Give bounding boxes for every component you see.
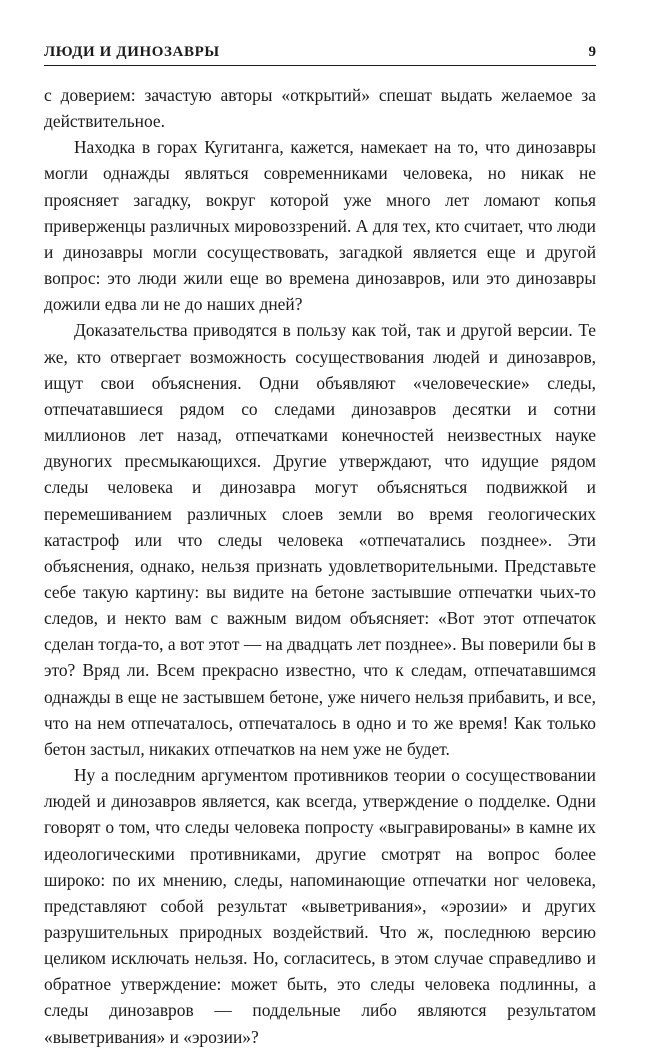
body-text (44, 82, 596, 1050)
paragraph: Доказательства приводятся в пользу как той, так и другой версии. Те же, кто отвергает возможность сосуществования людей и динозавров, ищут свои объяснения. Одни объявляют «человеческие» следы, отпечатавшиеся рядом со следами динозавров десятки и сотни миллионов лет назад, отпечатками конечностей неизвестных науке двуногих пресмыкающихся. Другие утверждают, что идущие рядом следы человека и динозавра могут объясняться подвижкой и перемешиванием различных слоев земли во время геологических катастроф или что следы человека «отпечатались позднее». Эти объяснения, однако, нельзя признать удовлетворительными. Представьте себе такую картину: вы видите на бетоне застывшие отпечатки чьих-то следов, и некто вам с важным видом объясняет: «Вот этот отпечаток сделан тогда-то, а вот этот — на двадцать лет позднее». Вы поверили бы в это? Вряд ли. Всем прекрасно известно, что к следам, отпечатавшимся однажды в еще не застывшем бетоне, уже ничего нельзя прибавить, и все, что на нем отпечаталось, отпечаталось в одно и то же время! Как только бетон застыл, никаких отпечатков на нем уже не будет. (44, 320, 596, 759)
paragraph: Находка в горах Кугитанга, кажется, намекает на то, что динозавры могли однажды являться современниками человека, но никак не проясняет загадку, вокруг которой уже много лет ломают копья приверженцы различных мировоззрений. А для тех, кто считает, что люди и динозавры могли сосуществовать, загадкой является еще и другой вопрос: это люди жили еще во времена динозавров, или это динозавры дожили едва ли не до наших дней? (44, 137, 596, 315)
book-page (44, 44, 596, 1050)
paragraph: с доверием: зачастую авторы «открытий» спешат выдать желаемое за действительное. (44, 85, 596, 132)
page-number: 9 (588, 44, 596, 60)
running-title: ЛЮДИ И ДИНОЗАВРЫ (44, 44, 220, 60)
running-header (44, 44, 596, 66)
paragraph: Ну а последним аргументом противников теории о сосуществовании людей и динозавров является, как всегда, утверждение о подделке. Одни говорят о том, что следы человека попросту «выгравированы» в камне их идеологическими противниками, другие смотрят на вопрос более широко: по их мнению, следы, напоминающие отпечатки ног человека, представляют собой результат «выветривания», «эрозии» и других разрушительных природных воздействий. Что ж, последнюю версию целиком исключать нельзя. Но, согласитесь, в этом случае справедливо и обратное утверждение: может быть, это следы человека подлинны, а следы динозавров — поддельные либо являются результатом «выветривания» и «эрозии»? (44, 765, 596, 1047)
